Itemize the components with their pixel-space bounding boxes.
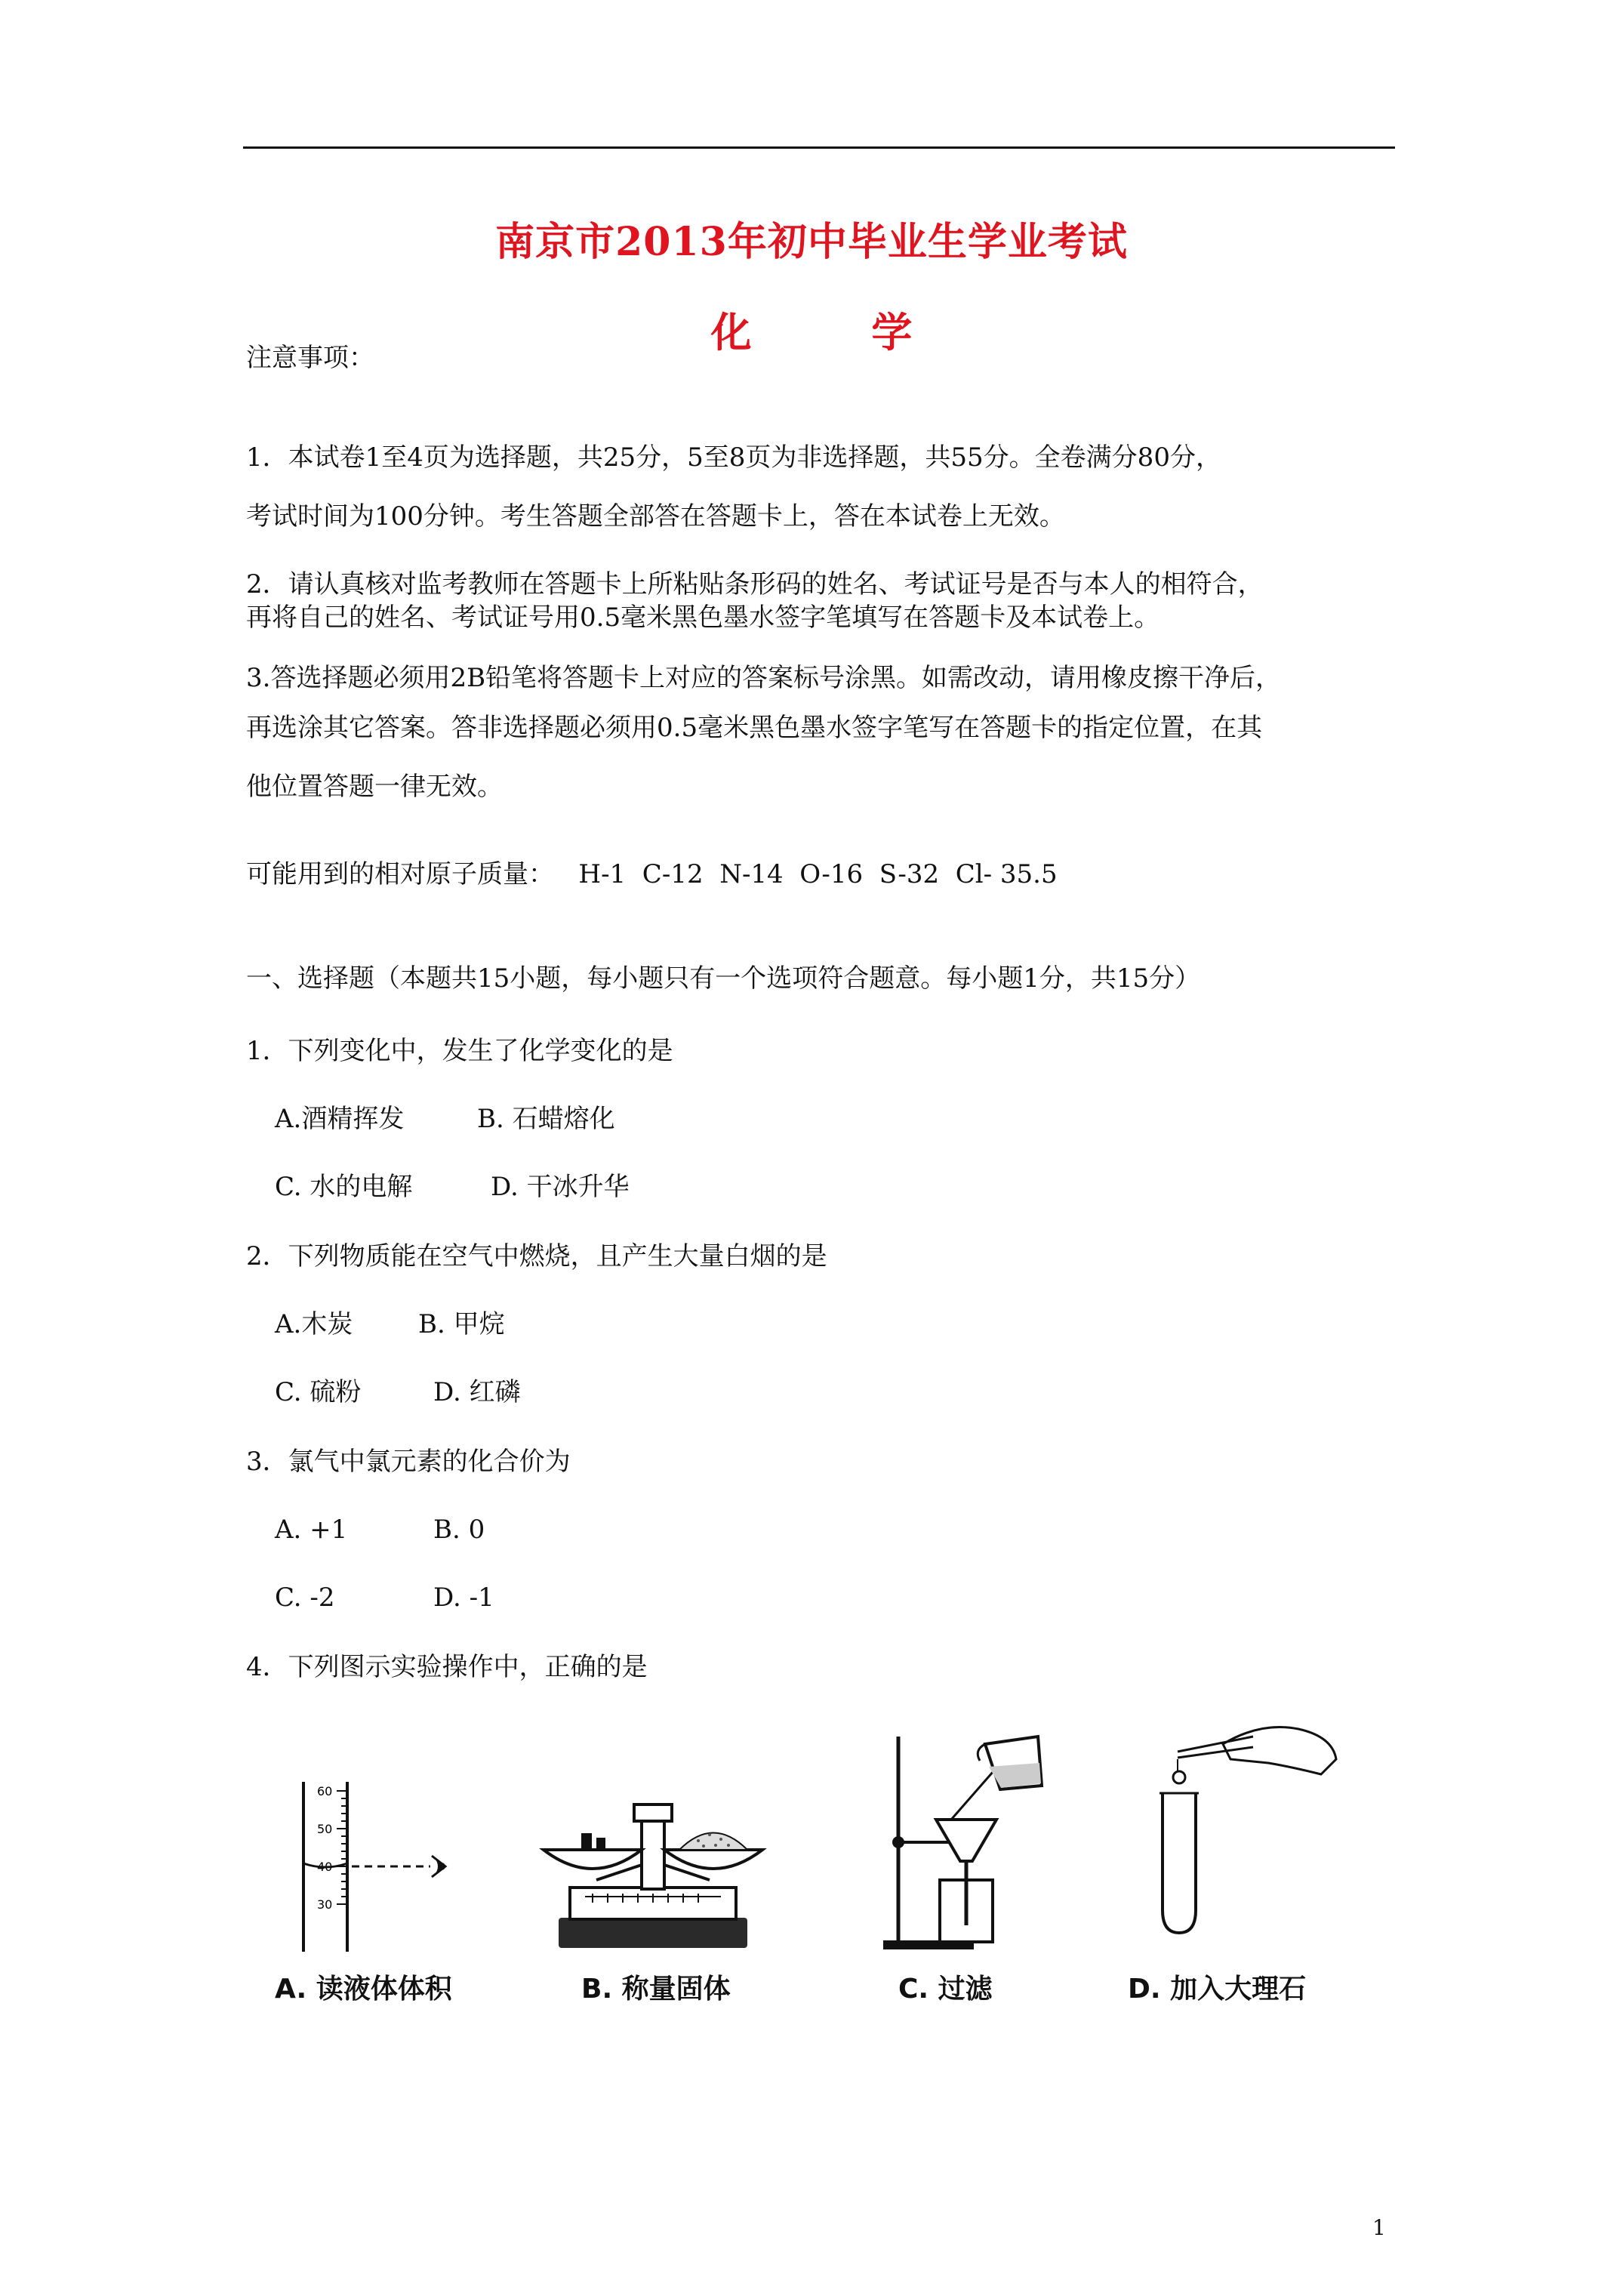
note-line: 3.答选择题必须用2B铅笔将答题卡上对应的答案标号涂黑。如需改动，请用橡皮擦干净后， <box>246 663 1282 693</box>
note-line: 他位置答题一律无效。 <box>246 772 503 802</box>
test-tube-figure <box>1132 1714 1359 1955</box>
option: D. -1 <box>433 1583 494 1613</box>
question-stem: 4．下列图示实验操作中，正确的是 <box>246 1652 648 1682</box>
option: D. 干冰升华 <box>491 1172 630 1202</box>
option: A. +1 <box>275 1515 348 1545</box>
note-line: 再将自己的姓名、考试证号用0.5毫米黑色墨水签字笔填写在答题卡及本试卷上。 <box>246 603 1160 633</box>
option: A.木炭 <box>275 1309 353 1339</box>
question-stem: 2．下列物质能在空气中燃烧，且产生大量白烟的是 <box>246 1241 827 1271</box>
atomic-masses: 可能用到的相对原子质量： H-1 C-12 N-14 O-16 S-32 Cl- 35.5 <box>246 859 1058 889</box>
option: C. -2 <box>275 1583 335 1613</box>
notes-heading: 注意事项： <box>246 343 374 373</box>
exam-title: 南京市2013年初中毕业生学业考试 <box>495 219 1128 265</box>
subject-title: 化 学 <box>710 308 965 356</box>
figure-caption-b: B. 称量固体 <box>581 1974 731 2005</box>
section-heading: 一、选择题（本题共15小题，每小题只有一个选项符合题意。每小题1分，共15分） <box>246 963 1201 994</box>
top-rule <box>243 146 1395 149</box>
option: C. 水的电解 <box>275 1172 413 1202</box>
option: C. 硫粉 <box>275 1377 362 1407</box>
note-line: 再选涂其它答案。答非选择题必须用0.5毫米黑色墨水签字笔写在答题卡的指定位置，在其 <box>246 713 1263 743</box>
cylinder-tick-label: 30 <box>317 1897 333 1912</box>
note-line: 2．请认真核对监考教师在答题卡上所粘贴条形码的姓名、考试证号是否与本人的相符合， <box>246 569 1264 599</box>
option: B. 0 <box>433 1515 485 1545</box>
figure-caption-a: A. 读液体体积 <box>275 1974 452 2005</box>
option: D. 红磷 <box>433 1377 521 1407</box>
figure-caption-d: D. 加入大理石 <box>1128 1974 1307 2005</box>
filtration-figure <box>853 1729 1079 1955</box>
cylinder-tick-label: 50 <box>317 1822 333 1836</box>
option: B. 甲烷 <box>418 1309 505 1339</box>
page-number: 1 <box>1372 2215 1386 2240</box>
question-stem: 3．氯气中氯元素的化合价为 <box>246 1447 571 1477</box>
note-line: 1．本试卷1至4页为选择题，共25分，5至8页为非选择题，共55分。全卷满分80分， <box>246 442 1221 473</box>
cylinder-figure <box>287 1774 476 1955</box>
figure-caption-c: C. 过滤 <box>898 1974 993 2005</box>
note-line: 考试时间为100分钟。考生答题全部答在答题卡上，答在本试卷上无效。 <box>246 501 1065 532</box>
option: A.酒精挥发 <box>275 1104 405 1134</box>
question-stem: 1．下列变化中，发生了化学变化的是 <box>246 1036 673 1066</box>
balance-figure <box>528 1774 778 1955</box>
cylinder-tick-label: 60 <box>317 1784 333 1798</box>
option: B. 石蜡熔化 <box>477 1104 615 1134</box>
cylinder-tick-label: 40 <box>317 1860 333 1874</box>
